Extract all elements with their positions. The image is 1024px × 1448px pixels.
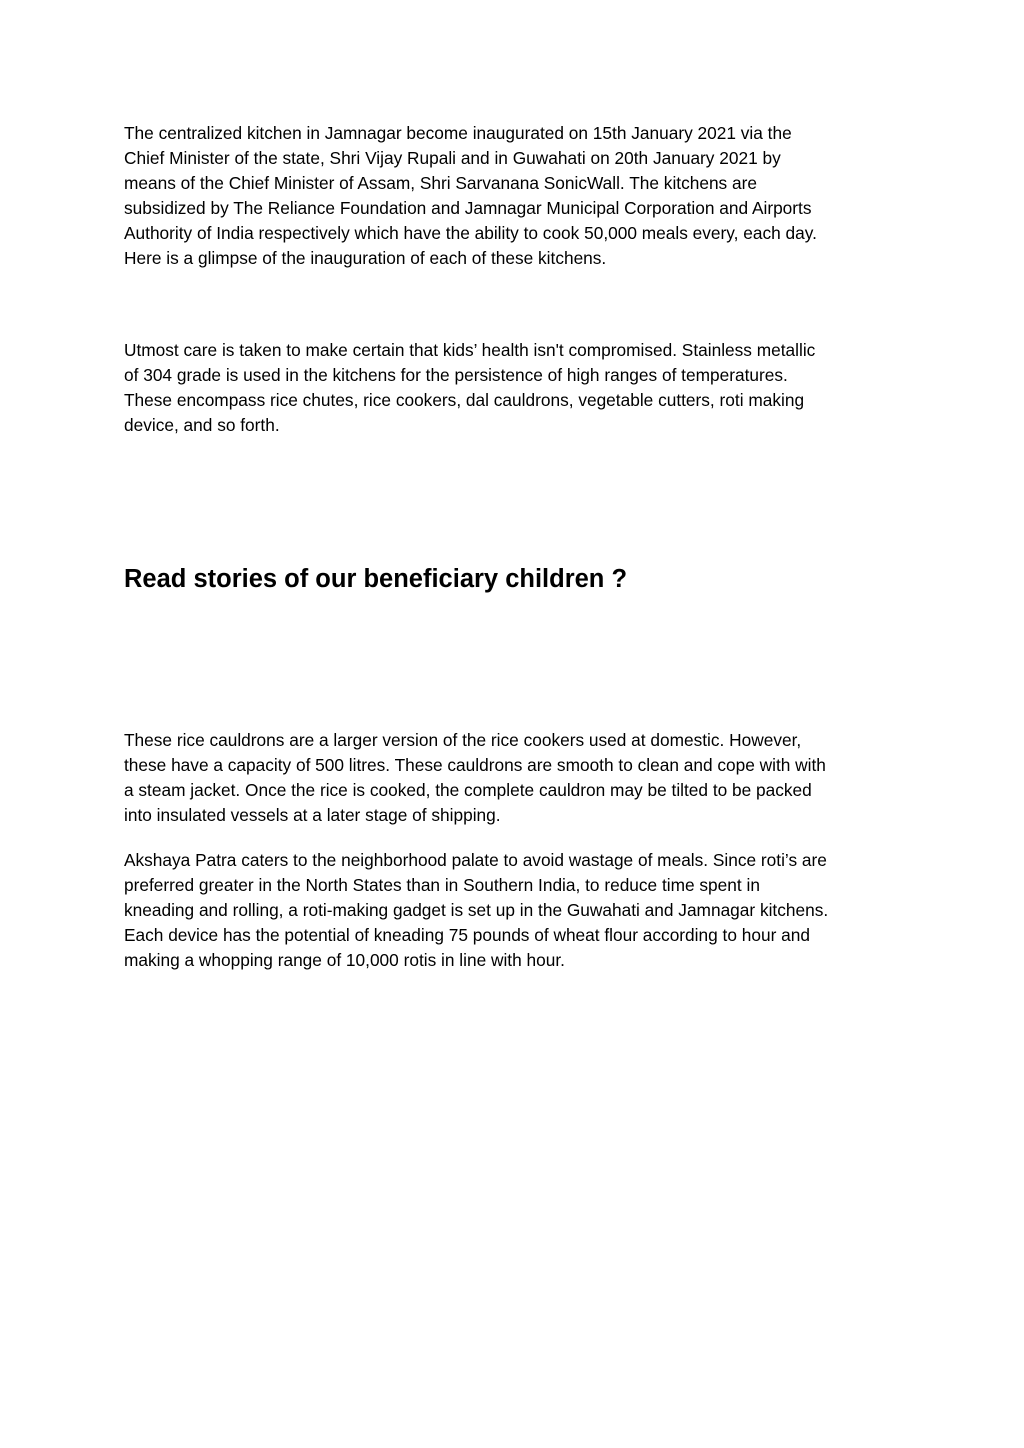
paragraph-kitchen-inauguration: The centralized kitchen in Jamnagar become inaugurated on 15th January 2021 via the Chief Minister of the state, Shri Vijay Rupali and in Guwahati on 20th January 2021 by means of the Chief Minister of Assam, Shri Sarvanana SonicWall. The kitchens are subsidized by The Reliance Foundation and Jamnagar Municipal Corporation and Airports Authority of India respectively which have the ability to cook 50,000 meals every, each day. Here is a glimpse of the inauguration of each of these kitchens. bbox=[124, 123, 817, 268]
paragraph-stainless-steel: Utmost care is taken to make certain that kids’ health isn't compromised. Stainless metallic of 304 grade is used in the kitchens for the persistence of high ranges of temperatures. These encompass rice chutes, rice cookers, dal cauldrons, vegetable cutters, roti making device, and so forth. bbox=[124, 340, 816, 435]
paragraph-rice-cauldrons: These rice cauldrons are a larger version of the rice cookers used at domestic. However, these have a capacity of 500 litres. These cauldrons are smooth to clean and cope with with a steam jacket. Once the rice is cooked, the complete cauldron may be tilted to be packed into insulated vessels at a later stage of shipping. bbox=[124, 730, 826, 825]
section-heading: Read stories of our beneficiary children ? bbox=[124, 565, 628, 593]
paragraph-roti-making: Akshaya Patra caters to the neighborhood palate to avoid wastage of meals. Since roti’s are preferred greater in the North States than in Southern India, to reduce time spent in kneading and rolling, a roti-making gadget is set up in the Guwahati and Jamnagar kitchens. Each device has the potential of kneading 75 pounds of wheat flour according to hour and making a whopping range of 10,000 rotis in line with hour. bbox=[124, 850, 829, 970]
